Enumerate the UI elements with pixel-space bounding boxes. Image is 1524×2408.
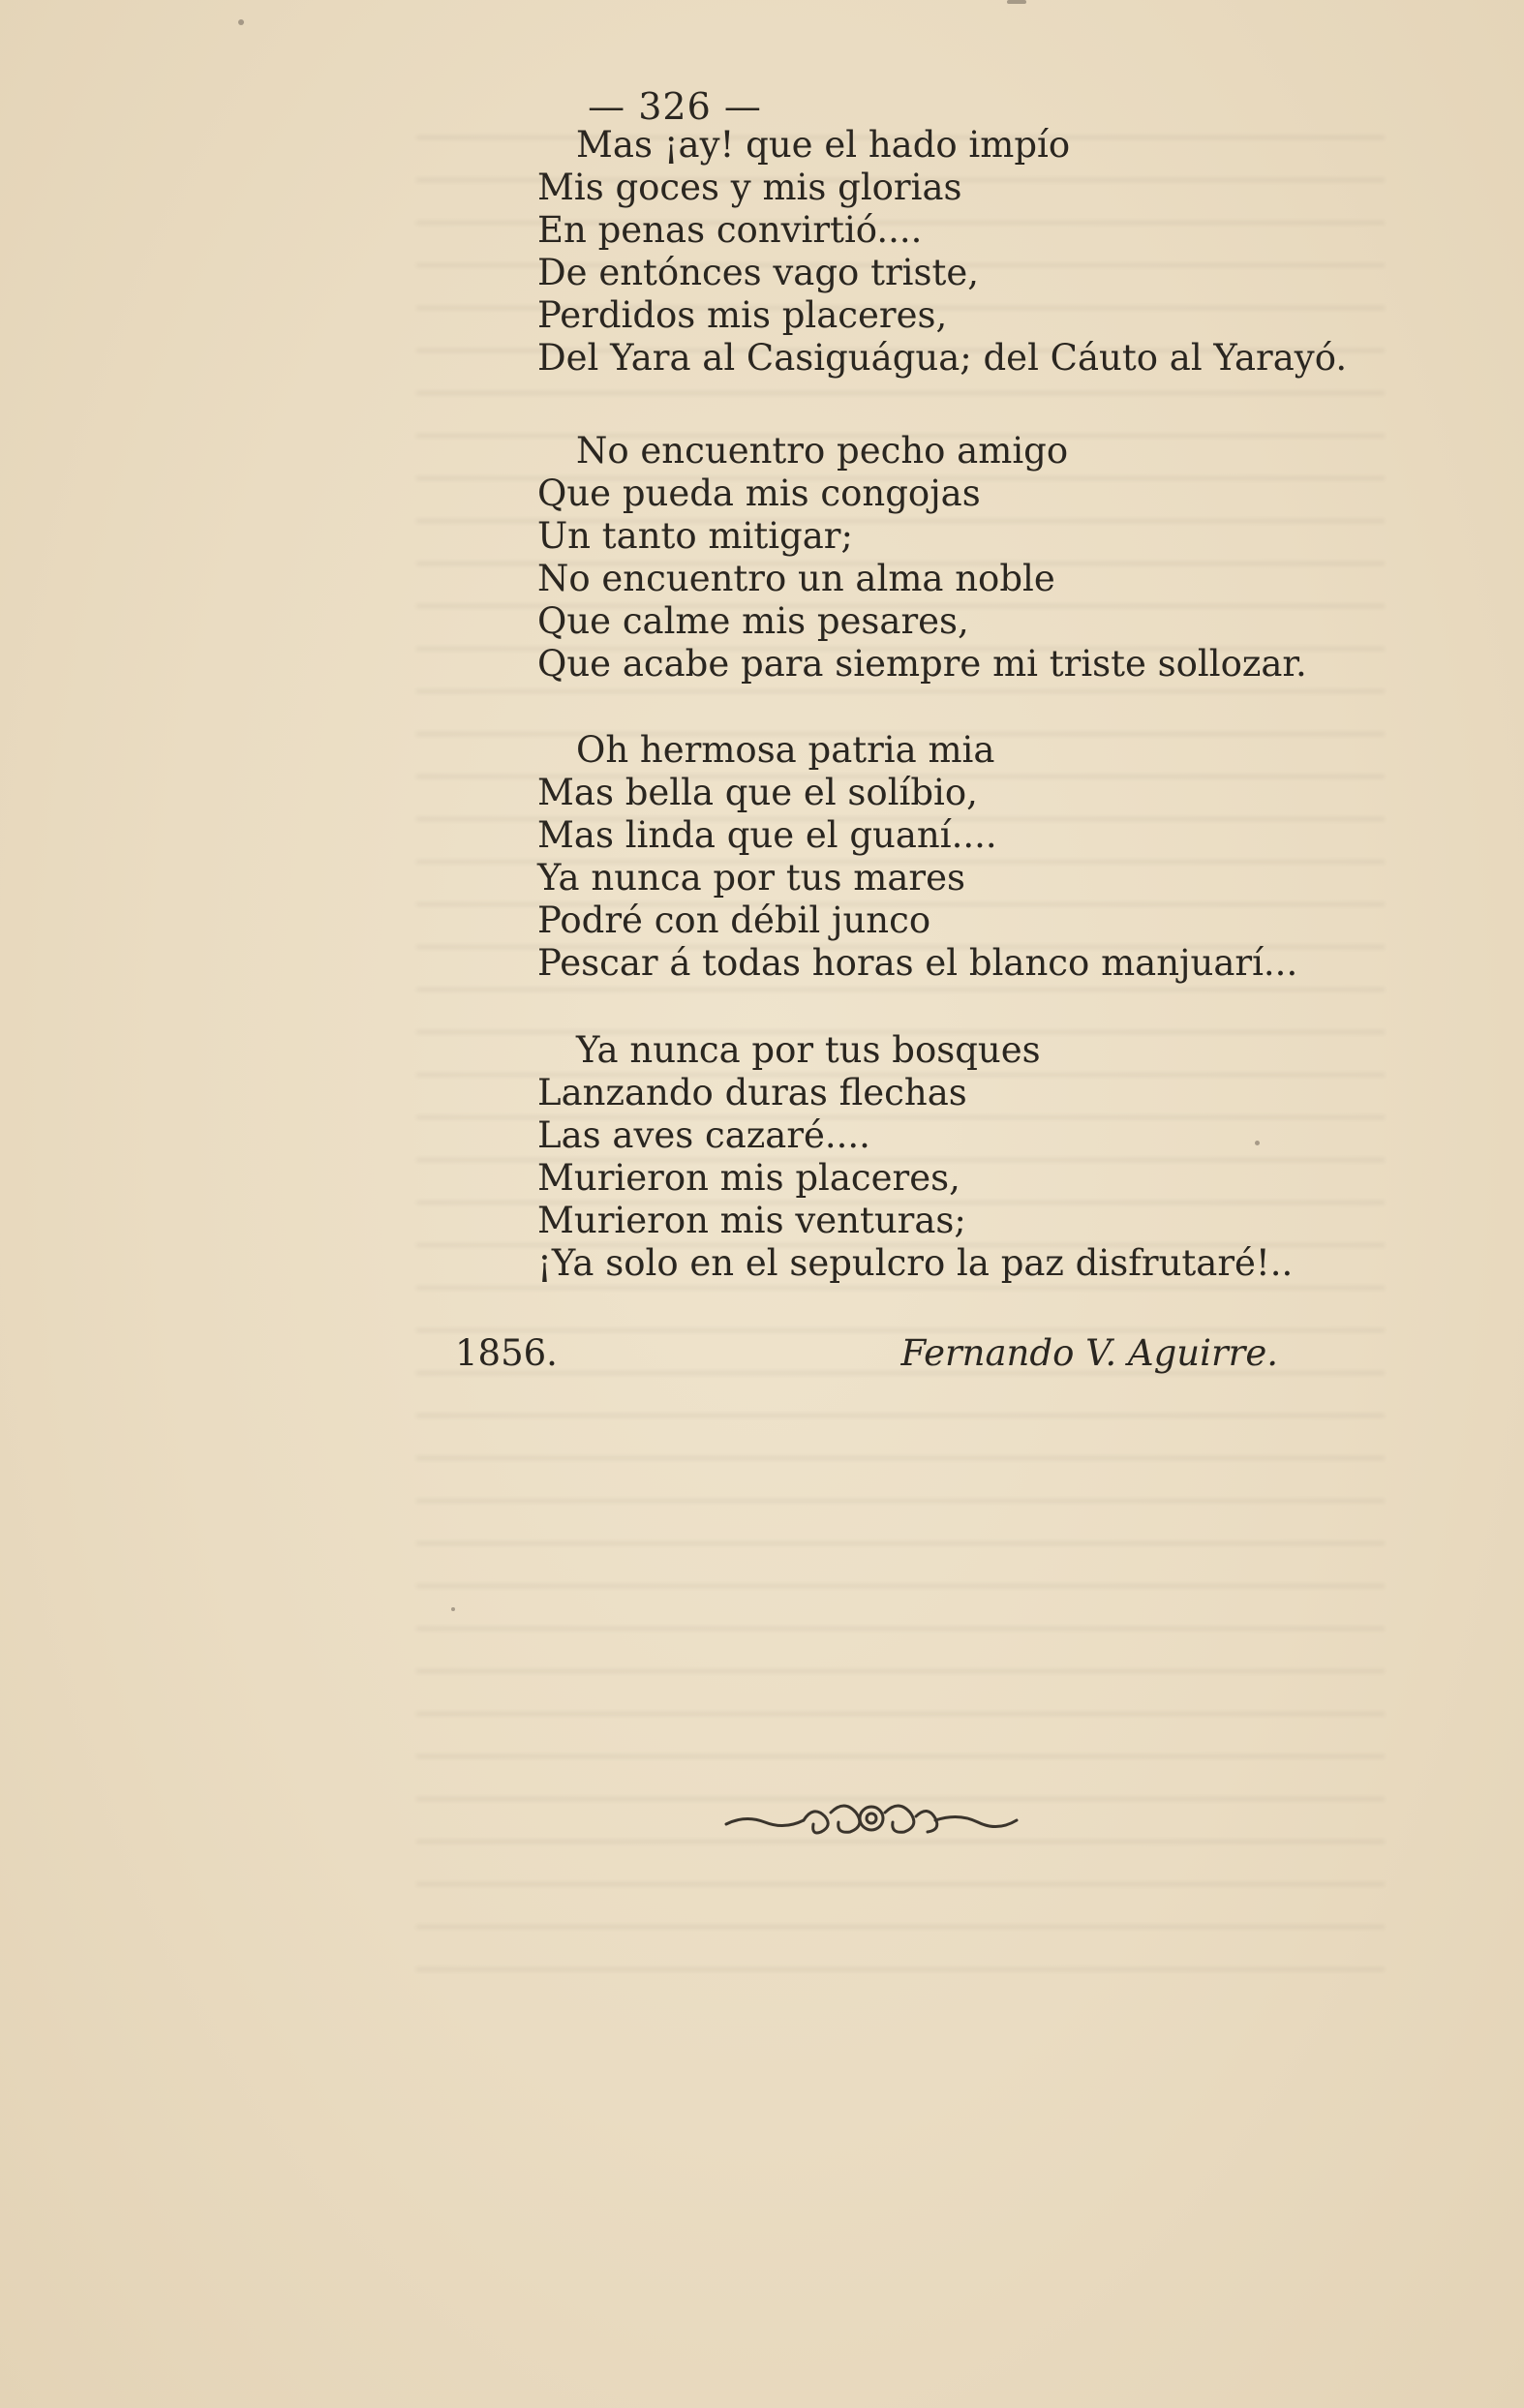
tailpiece-flourish-icon: [716, 1791, 1026, 1849]
signature: [455, 1332, 1278, 1379]
verse-line: Mis goces y mis glorias: [537, 167, 962, 208]
verse-line: Las aves cazaré....: [537, 1114, 870, 1156]
verse-line: Murieron mis venturas;: [537, 1200, 966, 1241]
verse-line: Mas ¡ay! que el hado impío: [576, 124, 1071, 166]
verse-line: Mas bella que el solíbio,: [537, 772, 978, 813]
paper-speck: [451, 1607, 455, 1611]
paper-speck: [238, 19, 244, 25]
verse-line: Que acabe para siempre mi triste sollozar.: [537, 643, 1307, 685]
verse-line: Del Yara al Casiguágua; del Cáuto al Yarayó.: [537, 337, 1348, 379]
paper-speck: [1255, 1141, 1260, 1145]
verse-line: Perdidos mis placeres,: [537, 294, 948, 336]
verse-line: Ya nunca por tus bosques: [576, 1029, 1041, 1071]
verse-line: Podré con débil junco: [537, 899, 931, 941]
verse-line: ¡Ya solo en el sepulcro la paz disfrutaré!..: [537, 1242, 1294, 1284]
verse-line: En penas convirtió....: [537, 209, 923, 251]
verse-line: Que calme mis pesares,: [537, 600, 969, 642]
verse-line: Murieron mis placeres,: [537, 1157, 960, 1199]
stanza-3: [537, 729, 1409, 985]
verse-line: Un tanto mitigar;: [537, 515, 853, 557]
paper-speck: [1007, 0, 1026, 4]
verse-line: Pescar á todas horas el blanco manjuarí...: [537, 942, 1298, 984]
stanza-2: [537, 430, 1409, 686]
verse-line: Mas linda que el guaní....: [537, 814, 997, 856]
verse-line: Lanzando duras flechas: [537, 1072, 967, 1113]
verse-line: De entónces vago triste,: [537, 252, 979, 293]
stanza-4: [537, 1029, 1409, 1285]
page-number: — 326 —: [588, 85, 762, 128]
verse-line: Oh hermosa patria mia: [576, 729, 995, 771]
verse-line: Que pueda mis congojas: [537, 472, 981, 514]
verse-line: Ya nunca por tus mares: [537, 857, 965, 899]
verse-line: No encuentro pecho amigo: [576, 430, 1069, 472]
verse-line: No encuentro un alma noble: [537, 558, 1055, 599]
signature-author: Fernando V. Aguirre.: [900, 1332, 1278, 1374]
signature-year: 1856.: [455, 1332, 558, 1374]
stanza-1: [537, 124, 1409, 380]
